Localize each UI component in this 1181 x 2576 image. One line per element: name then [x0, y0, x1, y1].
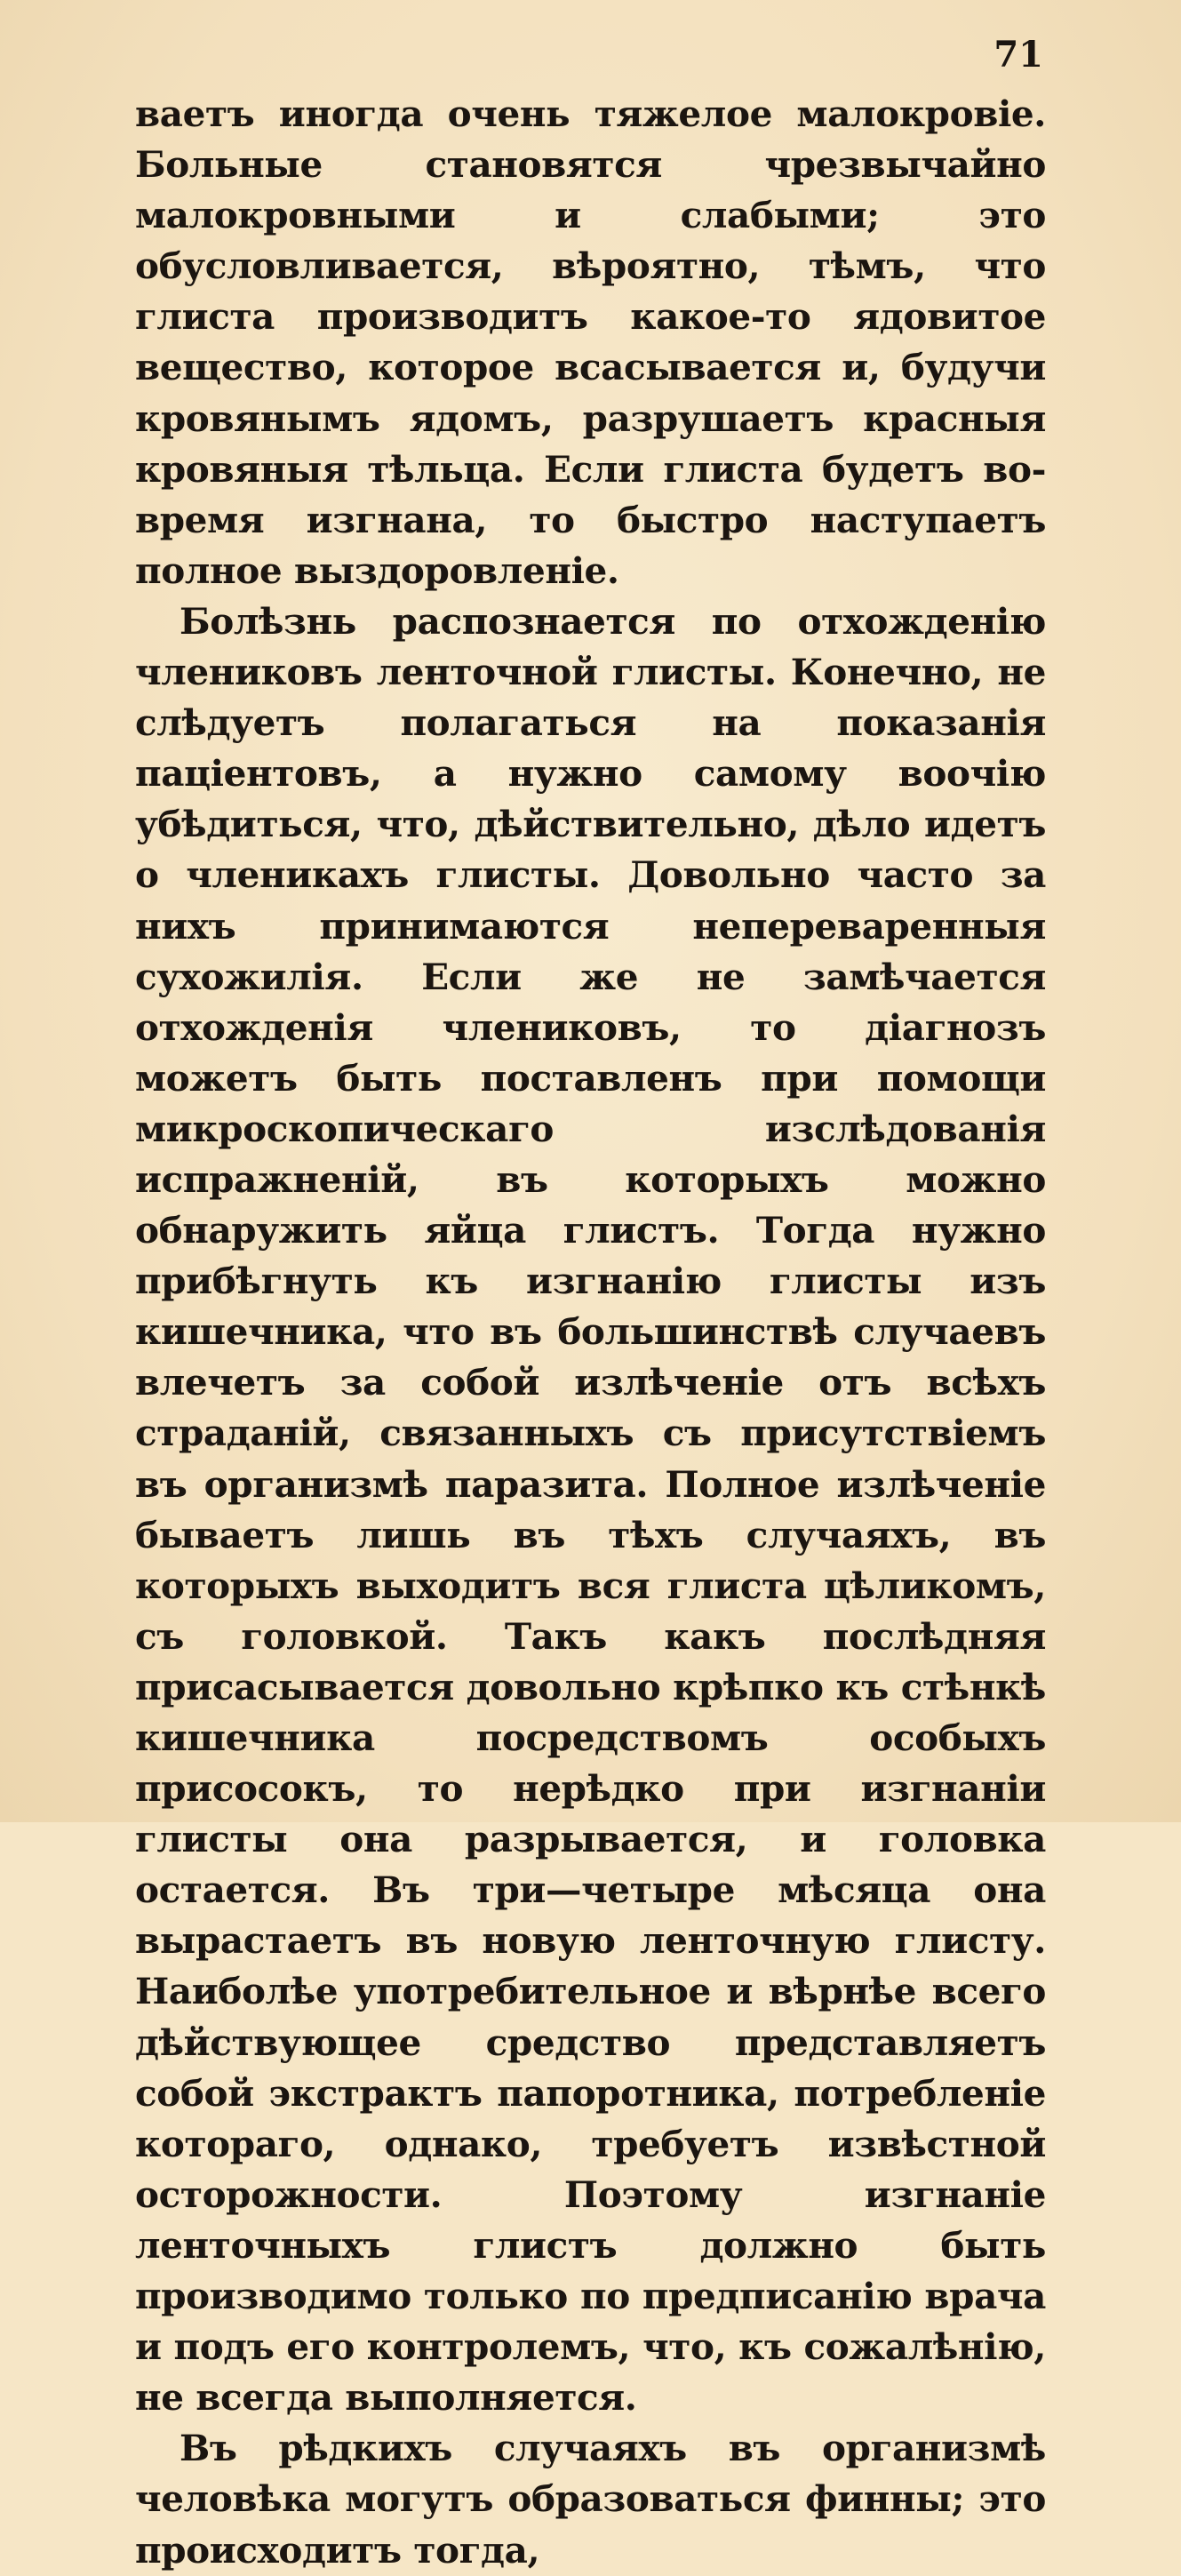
- paragraph-2: Болѣзнь распознается по отхожденію члениковъ ленточной глисты. Конечно, не слѣдуетъ полагаться на показанія паціентовъ, а нужно самому воочію убѣдиться, что, дѣйствительно, дѣло идетъ о членикахъ глисты. Довольно часто за нихъ принимаются непереваренныя сухожилія. Если же не замѣчается отхожденія члениковъ, то діагнозъ можетъ быть поставленъ при помощи микроскопическаго изслѣдованія испражненій, въ которыхъ можно обнаружить яйца глистъ. Тогда нужно прибѣгнуть къ изгнанію глисты изъ кишечника, что въ большинствѣ случаевъ влечетъ за собой излѣченіе отъ всѣхъ страданій, связанныхъ съ присутствіемъ въ организмѣ паразита. Полное излѣченіе бываетъ лишь въ тѣхъ случаяхъ, въ которыхъ выходитъ вся глиста цѣликомъ, съ головкой. Такъ какъ послѣдняя присасывается довольно крѣпко къ стѣнкѣ кишечника посредствомъ особыхъ присосокъ, то нерѣдко при изгнаніи глисты она разрывается, и головка остается. Въ три—четыре мѣсяца она вырастаетъ въ новую ленточную глисту. Наиболѣе употребительное и вѣрнѣе всего дѣйствующее средство представляетъ собой экстрактъ папоротника, потребленіе котораго, однако, требуетъ извѣстной осторожности. Поэтому изгнаніе ленточныхъ глистъ должно быть производимо только по предписанію врача и подъ его контролемъ, что, къ сожалѣнію, не всегда выполняется.: [135, 599, 1046, 2420]
- body-text: [135, 89, 1046, 2576]
- paragraph-3: Въ рѣдкихъ случаяхъ въ организмѣ человѣка могутъ образоваться финны; это происходитъ тогда,: [135, 2427, 1046, 2572]
- paragraph-1: ваетъ иногда очень тяжелое малокровіе. Больные становятся чрезвычайно малокровными и слабыми; это обусловливается, вѣроятно, тѣмъ, что глиста производитъ какое-то ядовитое вещество, которое всасывается и, будучи кровянымъ ядомъ, разрушаетъ красныя кровяныя тѣльца. Если глиста будетъ во-время изгнана, то быстро наступаетъ полное выздоровленіе.: [135, 92, 1046, 592]
- page-number: 71: [993, 34, 1043, 76]
